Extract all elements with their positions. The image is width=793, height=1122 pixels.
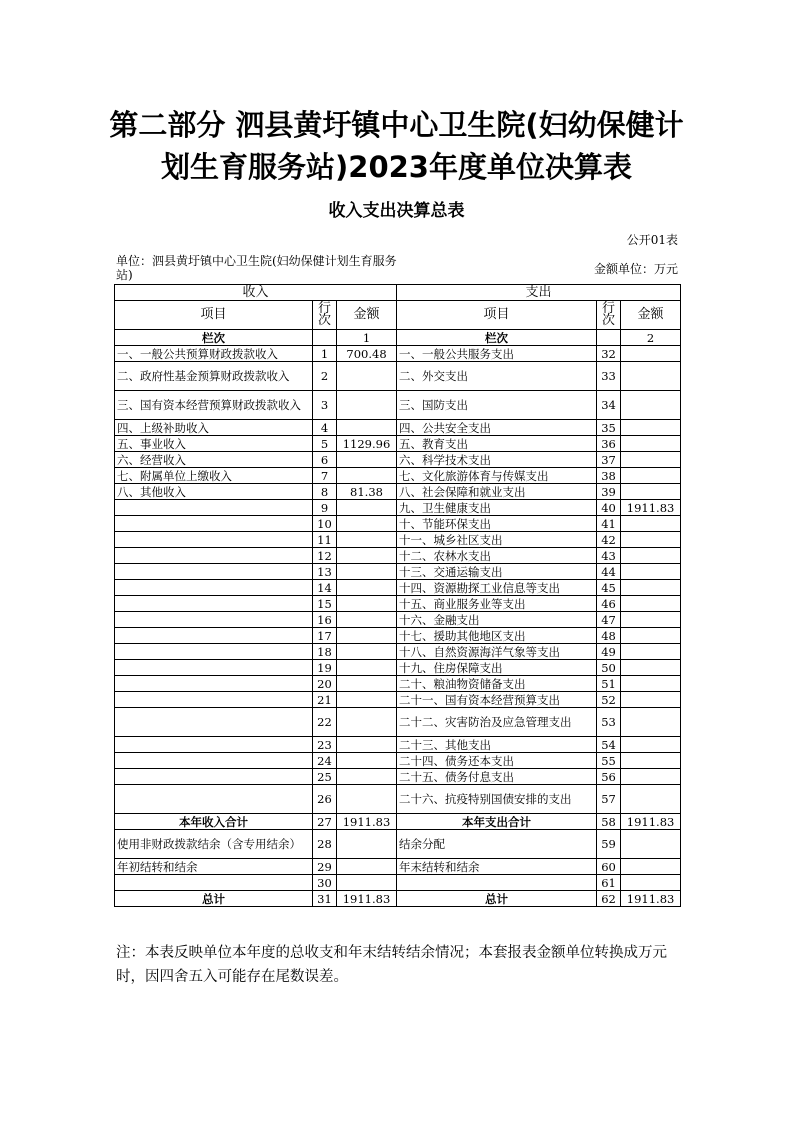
income-item: [115, 596, 313, 612]
table-row: [115, 436, 681, 452]
income-item: [115, 753, 313, 769]
income-item: 三、国有资本经营预算财政拨款收入: [115, 391, 313, 420]
income-line-number: 23: [313, 737, 337, 753]
expense-line-number: 44: [597, 564, 621, 580]
expense-amount: [621, 516, 681, 532]
income-item: [115, 548, 313, 564]
income-item: [115, 644, 313, 660]
expense-amount: [621, 391, 681, 420]
expense-item: 十九、住房保障支出: [397, 660, 597, 676]
table-subtitle: 收入支出决算总表: [328, 201, 465, 221]
income-line-number: 8: [313, 484, 337, 500]
income-item: [115, 769, 313, 785]
expense-line-number: 60: [597, 859, 621, 875]
expense-column-label: 栏次: [397, 330, 597, 346]
expense-amount: [621, 875, 681, 891]
income-item: [115, 708, 313, 737]
table-row: [115, 420, 681, 436]
income-column-line-blank: [313, 330, 337, 346]
expense-amount: [621, 830, 681, 859]
income-line-number: 12: [313, 548, 337, 564]
expense-header: 支出: [397, 285, 681, 301]
income-line-number: 20: [313, 676, 337, 692]
expense-item: 二十、粮油物资储备支出: [397, 676, 597, 692]
expense-amount: [621, 676, 681, 692]
income-item: 六、经营收入: [115, 452, 313, 468]
income-item: [115, 580, 313, 596]
table-row: [115, 628, 681, 644]
table-row: [115, 708, 681, 737]
income-amount: [337, 737, 397, 753]
income-line-number: 2: [313, 362, 337, 391]
income-amount: 81.38: [337, 484, 397, 500]
income-amount: [337, 660, 397, 676]
table-row: [115, 875, 681, 891]
income-line-number: 4: [313, 420, 337, 436]
table-row: [115, 548, 681, 564]
income-amount: [337, 532, 397, 548]
income-item: 七、附属单位上缴收入: [115, 468, 313, 484]
table-row: [115, 785, 681, 814]
header-row-sections: [115, 285, 681, 301]
income-line-header: 行次: [313, 301, 337, 330]
expense-line-number: 42: [597, 532, 621, 548]
expense-item: 二十六、抗疫特别国债安排的支出: [397, 785, 597, 814]
table-row: [115, 346, 681, 362]
income-amount: [337, 516, 397, 532]
income-item: [115, 785, 313, 814]
income-amount: 1911.83: [337, 814, 397, 830]
expense-line-number: 57: [597, 785, 621, 814]
expense-amount: [621, 753, 681, 769]
income-line-number: 21: [313, 692, 337, 708]
table-row: [115, 516, 681, 532]
expense-item: 三、国防支出: [397, 391, 597, 420]
expense-amount: [621, 548, 681, 564]
expense-item: 十六、金融支出: [397, 612, 597, 628]
income-line-number: 16: [313, 612, 337, 628]
table-row: [115, 676, 681, 692]
page-title-line1: 第二部分 泗县黄圩镇中心卫生院(妇幼保健计: [109, 108, 684, 142]
income-line-number: 15: [313, 596, 337, 612]
expense-amount: [621, 468, 681, 484]
expense-item: 九、卫生健康支出: [397, 500, 597, 516]
expense-line-number: 47: [597, 612, 621, 628]
income-amount: [337, 468, 397, 484]
income-line-number: 27: [313, 814, 337, 830]
expense-item: 总计: [397, 891, 597, 907]
income-item: [115, 875, 313, 891]
table-row: [115, 753, 681, 769]
income-item: [115, 532, 313, 548]
amount-unit: 金额单位：万元: [593, 262, 678, 276]
expense-item: 十一、城乡社区支出: [397, 532, 597, 548]
income-line-number: 6: [313, 452, 337, 468]
income-line-number: 31: [313, 891, 337, 907]
expense-amount: [621, 708, 681, 737]
table-row: [115, 362, 681, 391]
expense-line-number: 34: [597, 391, 621, 420]
expense-item: 八、社会保障和就业支出: [397, 484, 597, 500]
income-amount: [337, 452, 397, 468]
income-line-number: 3: [313, 391, 337, 420]
income-line-number: 13: [313, 564, 337, 580]
income-item: 四、上级补助收入: [115, 420, 313, 436]
expense-item: 本年支出合计: [397, 814, 597, 830]
expense-item: 十、节能环保支出: [397, 516, 597, 532]
income-line-number: 10: [313, 516, 337, 532]
expense-line-number: 59: [597, 830, 621, 859]
table-row: [115, 859, 681, 875]
table-row: [115, 580, 681, 596]
expense-item: 二十三、其他支出: [397, 737, 597, 753]
income-line-number: 11: [313, 532, 337, 548]
income-line-number: 17: [313, 628, 337, 644]
income-item: 使用非财政拨款结余（含专用结余）: [115, 830, 313, 859]
income-line-number: 28: [313, 830, 337, 859]
expense-amount: [621, 362, 681, 391]
income-amount: [337, 708, 397, 737]
income-line-number: 9: [313, 500, 337, 516]
expense-line-number: 49: [597, 644, 621, 660]
table-row: [115, 484, 681, 500]
table-row: [115, 468, 681, 484]
income-item: 五、事业收入: [115, 436, 313, 452]
table-row: [115, 692, 681, 708]
income-amount: [337, 769, 397, 785]
expense-line-number: 61: [597, 875, 621, 891]
table-row: [115, 596, 681, 612]
expense-item: 十二、农林水支出: [397, 548, 597, 564]
income-line-number: 25: [313, 769, 337, 785]
table-row: [115, 891, 681, 907]
expense-amount: [621, 612, 681, 628]
expense-amount: [621, 484, 681, 500]
expense-line-number: 62: [597, 891, 621, 907]
expense-line-number: 39: [597, 484, 621, 500]
income-item-header: 项目: [115, 301, 313, 330]
expense-amount: 1911.83: [621, 814, 681, 830]
income-amount: [337, 676, 397, 692]
income-line-number: 22: [313, 708, 337, 737]
income-line-number: 5: [313, 436, 337, 452]
income-amount: [337, 500, 397, 516]
income-amount: [337, 564, 397, 580]
income-line-number: 1: [313, 346, 337, 362]
table-row: [115, 737, 681, 753]
expense-line-number: 36: [597, 436, 621, 452]
income-line-number: 30: [313, 875, 337, 891]
expense-line-number: 48: [597, 628, 621, 644]
income-item: [115, 612, 313, 628]
expense-line-number: 50: [597, 660, 621, 676]
income-item: [115, 660, 313, 676]
income-item: [115, 628, 313, 644]
expense-line-number: 54: [597, 737, 621, 753]
income-line-number: 19: [313, 660, 337, 676]
income-amount: 700.48: [337, 346, 397, 362]
table-row: [115, 830, 681, 859]
table-row: [115, 660, 681, 676]
income-column-label: 栏次: [115, 330, 313, 346]
income-item: 总计: [115, 891, 313, 907]
expense-amount: [621, 420, 681, 436]
expense-amount: 1911.83: [621, 500, 681, 516]
expense-line-number: 56: [597, 769, 621, 785]
table-row: [115, 612, 681, 628]
income-item: 本年收入合计: [115, 814, 313, 830]
income-header: 收入: [115, 285, 397, 301]
table-row: [115, 814, 681, 830]
expense-amount: [621, 436, 681, 452]
expense-item: 二十一、国有资本经营预算支出: [397, 692, 597, 708]
expense-line-number: 38: [597, 468, 621, 484]
income-line-number: 7: [313, 468, 337, 484]
income-line-number: 18: [313, 644, 337, 660]
income-line-number: 26: [313, 785, 337, 814]
income-amount: [337, 612, 397, 628]
income-amount: [337, 548, 397, 564]
income-amount: [337, 830, 397, 859]
table-row: [115, 391, 681, 420]
income-item: 二、政府性基金预算财政拨款收入: [115, 362, 313, 391]
expense-column-number: 2: [621, 330, 681, 346]
income-item: 八、其他收入: [115, 484, 313, 500]
expense-line-number: 58: [597, 814, 621, 830]
expense-amount-header: 金额: [621, 301, 681, 330]
income-amount: [337, 391, 397, 420]
expense-item: 十八、自然资源海洋气象等支出: [397, 644, 597, 660]
income-amount: [337, 580, 397, 596]
income-line-number: 14: [313, 580, 337, 596]
income-item: 年初结转和结余: [115, 859, 313, 875]
expense-line-number: 46: [597, 596, 621, 612]
expense-item: 结余分配: [397, 830, 597, 859]
expense-amount: [621, 644, 681, 660]
expense-line-number: 37: [597, 452, 621, 468]
income-line-number: 24: [313, 753, 337, 769]
expense-item: 六、科学技术支出: [397, 452, 597, 468]
income-amount: 1129.96: [337, 436, 397, 452]
expense-amount: [621, 532, 681, 548]
expense-amount: [621, 692, 681, 708]
income-item: [115, 737, 313, 753]
income-line-number: 29: [313, 859, 337, 875]
income-amount: [337, 420, 397, 436]
income-item: 一、一般公共预算财政拨款收入: [115, 346, 313, 362]
expense-item: 四、公共安全支出: [397, 420, 597, 436]
expense-line-number: 53: [597, 708, 621, 737]
income-amount: [337, 628, 397, 644]
expense-line-number: 35: [597, 420, 621, 436]
income-amount: [337, 644, 397, 660]
expense-item: 二、外交支出: [397, 362, 597, 391]
expense-amount: [621, 785, 681, 814]
expense-item-header: 项目: [397, 301, 597, 330]
footnote: 注：本表反映单位本年度的总收支和年末结转结余情况；本套报表金额单位转换成万元时，因四舍五入可能存在尾数误差。: [116, 945, 667, 985]
expense-amount: [621, 660, 681, 676]
expense-line-number: 55: [597, 753, 621, 769]
expense-amount: [621, 596, 681, 612]
expense-line-number: 45: [597, 580, 621, 596]
income-item: [115, 564, 313, 580]
expense-line-number: 43: [597, 548, 621, 564]
income-amount: [337, 753, 397, 769]
income-item: [115, 676, 313, 692]
expense-amount: [621, 769, 681, 785]
expense-item: 十五、商业服务业等支出: [397, 596, 597, 612]
expense-item: 十四、资源勘探工业信息等支出: [397, 580, 597, 596]
income-amount-header: 金额: [337, 301, 397, 330]
table-row: [115, 564, 681, 580]
table-row: [115, 452, 681, 468]
income-amount: [337, 596, 397, 612]
expense-amount: [621, 737, 681, 753]
expense-item: 一、一般公共服务支出: [397, 346, 597, 362]
income-amount: [337, 875, 397, 891]
expense-amount: [621, 580, 681, 596]
expense-item: 五、教育支出: [397, 436, 597, 452]
expense-item: 七、文化旅游体育与传媒支出: [397, 468, 597, 484]
expense-amount: [621, 564, 681, 580]
expense-line-number: 52: [597, 692, 621, 708]
expense-line-number: 40: [597, 500, 621, 516]
table-row: [115, 769, 681, 785]
table-row: [115, 644, 681, 660]
expense-line-number: 33: [597, 362, 621, 391]
income-amount: [337, 692, 397, 708]
unit-name: 单位：泗县黄圩镇中心卫生院(妇幼保健计划生育服务站): [116, 254, 397, 282]
expense-amount: [621, 628, 681, 644]
expense-amount: 1911.83: [621, 891, 681, 907]
income-amount: [337, 859, 397, 875]
expense-item: 十七、援助其他地区支出: [397, 628, 597, 644]
income-column-number: 1: [337, 330, 397, 346]
expense-item: [397, 875, 597, 891]
budget-summary-table: [114, 284, 681, 907]
expense-item: 二十二、灾害防治及应急管理支出: [397, 708, 597, 737]
income-item: [115, 692, 313, 708]
expense-amount: [621, 452, 681, 468]
expense-item: 二十五、债务付息支出: [397, 769, 597, 785]
expense-line-number: 32: [597, 346, 621, 362]
header-row-column-numbers: [115, 330, 681, 346]
income-amount: 1911.83: [337, 891, 397, 907]
header-row-columns: [115, 301, 681, 330]
expense-item: 二十四、债务还本支出: [397, 753, 597, 769]
expense-item: 年末结转和结余: [397, 859, 597, 875]
form-code: 公开01表: [626, 233, 678, 247]
expense-line-number: 41: [597, 516, 621, 532]
page-title-line2: 划生育服务站)2023年度单位决算表: [161, 150, 632, 184]
expense-line-header: 行次: [597, 301, 621, 330]
expense-line-number: 51: [597, 676, 621, 692]
expense-amount: [621, 859, 681, 875]
income-item: [115, 500, 313, 516]
expense-amount: [621, 346, 681, 362]
table-row: [115, 500, 681, 516]
expense-column-line-blank: [597, 330, 621, 346]
expense-item: 十三、交通运输支出: [397, 564, 597, 580]
income-amount: [337, 362, 397, 391]
income-amount: [337, 785, 397, 814]
income-item: [115, 516, 313, 532]
table-row: [115, 532, 681, 548]
